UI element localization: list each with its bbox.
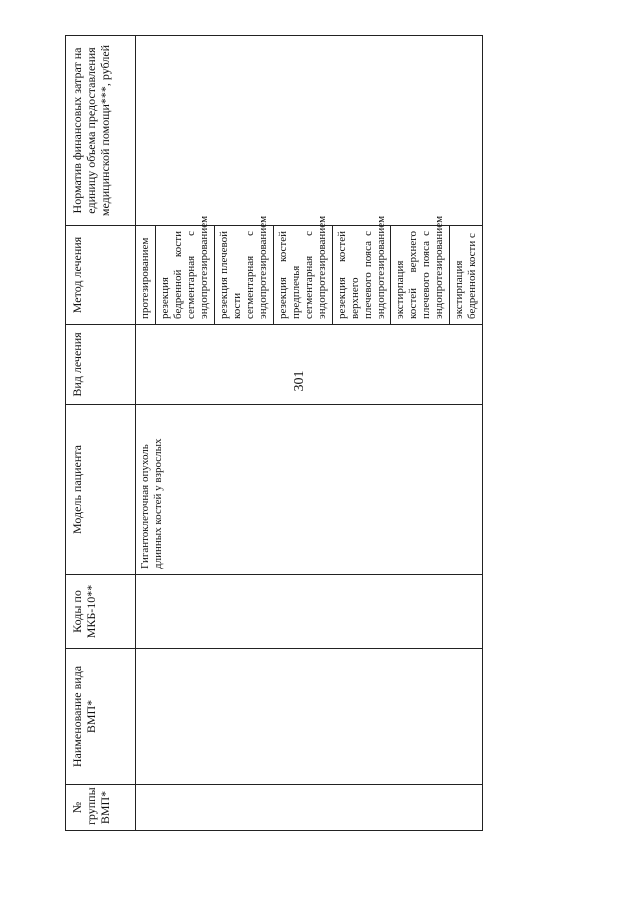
cell-financial-norm xyxy=(136,36,483,226)
header-treatment-type: Вид лечения xyxy=(66,325,136,405)
cell-patient-model: Гигантоклеточная опухоль длинных костей у взрослых xyxy=(136,405,483,575)
cell-method: резекция плечевой кости сегментарная с эндопротезированием xyxy=(214,226,273,325)
cell-method: протезированием xyxy=(136,226,156,325)
cell-vmp-name xyxy=(136,649,483,785)
header-icd-codes: Коды по МКБ-10** xyxy=(66,575,136,649)
cell-method: экстирпация бедренной кости с xyxy=(450,226,483,325)
cell-method: резекция костей верхнего плечевого пояса с эндопротезированием xyxy=(332,226,391,325)
cell-group-number xyxy=(136,785,483,831)
cell-method: экстирпация костей верхнего плечевого пояса с эндопротезированием xyxy=(391,226,450,325)
cell-method: резекция бедренной кости сегментарная с эндопротезированием xyxy=(155,226,214,325)
header-group-number: № группы ВМП* xyxy=(66,785,136,831)
page-number: 301 xyxy=(292,370,307,392)
header-treatment-method: Метод лечения xyxy=(66,226,136,325)
cell-treatment-type xyxy=(136,325,483,405)
header-patient-model: Модель пациента xyxy=(66,405,136,575)
table-header-row xyxy=(66,36,136,831)
header-vmp-name: Наименование вида ВМП* xyxy=(66,649,136,785)
table-row xyxy=(136,36,156,831)
vmp-table xyxy=(65,35,483,831)
header-financial-norm: Норматив финансовых затрат на единицу объема предоставления медицинской помощи***, рублей xyxy=(66,36,136,226)
cell-method: резекция костей предплечья сегментарная с эндопротезированием xyxy=(273,226,332,325)
cell-icd-codes xyxy=(136,575,483,649)
rotated-table-container xyxy=(65,36,560,831)
